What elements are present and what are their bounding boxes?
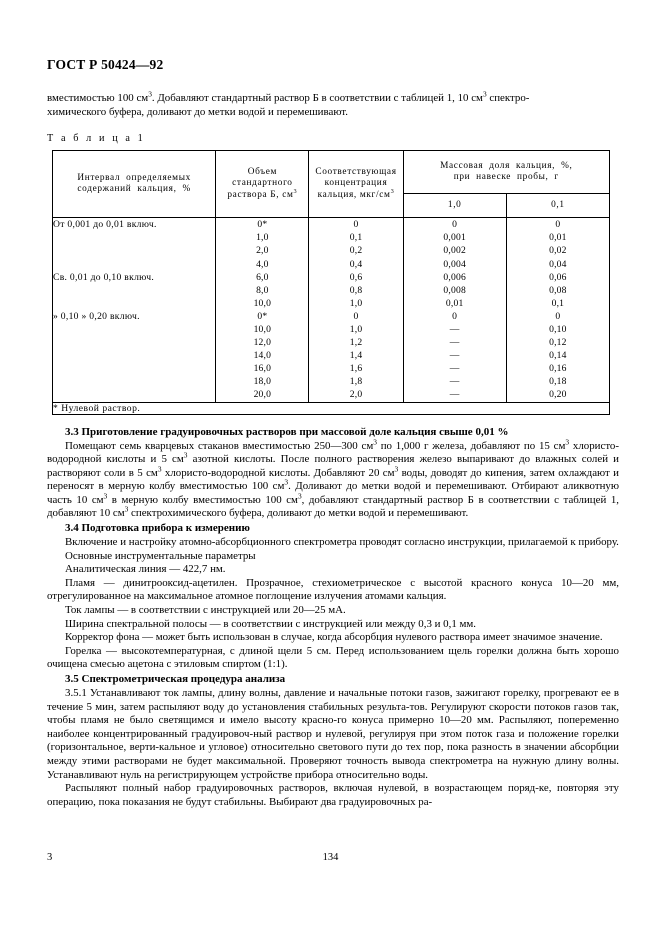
table-cell-concentration: 0 bbox=[309, 310, 403, 323]
table-cell-concentration: 0,4 bbox=[309, 257, 403, 270]
table-cell-range bbox=[53, 323, 216, 336]
table-cell-mass-0-1: 0 bbox=[506, 218, 609, 232]
table-row bbox=[53, 388, 610, 402]
table-cell-mass-0-1: 0,14 bbox=[506, 349, 609, 362]
table-foot bbox=[53, 402, 610, 414]
table-cell-mass-0-1: 0 bbox=[506, 310, 609, 323]
table-cell-mass-1-0: — bbox=[403, 388, 506, 402]
table-cell-volume: 12,0 bbox=[216, 336, 309, 349]
section-3-4-p4: Пламя — динитрооксид-ацетилен. Прозрачное, стехиометрическое с высотой красного конуса 10—20 мм, отрегулированное на максимальное атомное поглощение излучения атомами кальция. bbox=[47, 576, 619, 603]
table-cell-volume: 20,0 bbox=[216, 388, 309, 402]
table-header-sample-0-1: 0,1 bbox=[506, 194, 609, 218]
table-cell-volume: 2,0 bbox=[216, 244, 309, 257]
table-cell-volume: 1,0 bbox=[216, 231, 309, 244]
superscript-3: 3 bbox=[148, 89, 152, 99]
table-cell-mass-0-1: 0,04 bbox=[506, 257, 609, 270]
table-row bbox=[53, 218, 610, 232]
table-cell-range bbox=[53, 336, 216, 349]
table-row bbox=[53, 310, 610, 323]
section-heading-3-4: 3.4 Подготовка прибора к измерению bbox=[65, 522, 250, 535]
table-cell-volume: 16,0 bbox=[216, 362, 309, 375]
table-row bbox=[53, 271, 610, 284]
table-cell-mass-1-0: 0,01 bbox=[403, 297, 506, 310]
table-cell-mass-1-0: 0,006 bbox=[403, 271, 506, 284]
table-cell-mass-0-1: 0,08 bbox=[506, 284, 609, 297]
table-cell-range: » 0,10 » 0,20 включ. bbox=[53, 310, 216, 323]
intro-paragraph: вместимостью 100 $см^3$. Добавляют стандартный раствор Б в соответствии с таблицей 1, 10 $см^3$ спектро- химического буфера, доливают до метки водой и перемешивают. bbox=[47, 89, 530, 118]
table-cell-mass-1-0: 0 bbox=[403, 310, 506, 323]
table-cell-mass-0-1: 0,02 bbox=[506, 244, 609, 257]
section-3-4-p6: Ширина спектральной полосы — в соответствии с инструкцией или между 0,3 и 0,1 мм. bbox=[65, 617, 477, 630]
table-header-sample-1-0: 1,0 bbox=[403, 194, 506, 218]
table-cell-mass-0-1: 0,10 bbox=[506, 323, 609, 336]
table-footnote: * Нулевой раствор. bbox=[53, 402, 610, 414]
section-3-5-p2: Распыляют полный набор градуировочных растворов, включая нулевой, в возрастающем поряд-ке, повторяя эту операцию, пока показания не будут стабильны. Выбирают два градуировочных ра- bbox=[47, 782, 619, 808]
section-heading-3-5: 3.5 Спектрометрическая процедура анализа bbox=[65, 673, 286, 685]
table-cell-mass-1-0: — bbox=[403, 323, 506, 336]
section-heading-3-3: 3.3 Приготовление градуировочных растворов при массовой доле кальция свыше 0,01 % bbox=[65, 425, 509, 438]
table-cell-mass-0-1: 0,16 bbox=[506, 362, 609, 375]
table-body bbox=[53, 218, 610, 402]
table-cell-volume: 10,0 bbox=[216, 297, 309, 310]
table-cell-mass-0-1: 0,06 bbox=[506, 271, 609, 284]
table-cell-range bbox=[53, 388, 216, 402]
table-row bbox=[53, 336, 610, 349]
table-cell-volume: 10,0 bbox=[216, 323, 309, 336]
table-cell-mass-1-0: 0,001 bbox=[403, 231, 506, 244]
table-row bbox=[53, 257, 610, 270]
table-cell-concentration: 1,8 bbox=[309, 375, 403, 388]
table-cell-range bbox=[53, 244, 216, 257]
section-3-4-p5: Ток лампы — в соответствии с инструкцией или 20—25 мА. bbox=[65, 604, 346, 617]
superscript-3: 3 bbox=[482, 89, 487, 99]
table-cell-volume: 14,0 bbox=[216, 349, 309, 362]
table-cell-volume: 4,0 bbox=[216, 257, 309, 270]
section-3-3-body: Помещают семь кварцевых стаканов вместимостью 250—300 $см^3$ по 1,000 г железа, добавляют по 15 $см^3$ хлористо-водородной кислоты и 5 $см^3$ азотной кислоты. После полного растворения железо выпаривают до влажных солей и растворяют соли в 5 $см^3$ хлористо-водородной кислоты. Добавляют 20 $см^3$ воды, доводят до кипения, затем охлаждают и переносят в мерную колбу вместимостью 100 $см^3$. Доливают до метки водой и перемешивают. Отбирают аликвотную часть 10 $см^3$ в мерную колбу вместимостью 100 $см^3$, добавляют стандартный раствор Б в соответствии с таблицей 1, добавляют 10 $см^3$ спектрохимического буфера, доливают до метки водой и перемешивают. bbox=[47, 436, 620, 520]
footer-page-left: 3 bbox=[47, 852, 53, 863]
table-caption: Т а б л и ц а 1 bbox=[47, 133, 146, 145]
table-head bbox=[53, 151, 610, 218]
table-cell-mass-1-0: 0,002 bbox=[403, 244, 506, 257]
table-cell-concentration: 1,6 bbox=[309, 362, 403, 375]
table-cell-concentration: 1,0 bbox=[309, 323, 403, 336]
table-cell-concentration: 0,6 bbox=[309, 271, 403, 284]
table-cell-mass-0-1: 0,20 bbox=[506, 388, 609, 402]
table-header-row-main bbox=[53, 151, 610, 194]
table-cell-mass-1-0: 0,004 bbox=[403, 257, 506, 270]
table-cell-concentration: 1,4 bbox=[309, 349, 403, 362]
table-cell-mass-0-1: 0,01 bbox=[506, 231, 609, 244]
section-3-4-p8: Горелка — высокотемпературная, с длиной щели 5 см. Перед использованием щель горелки должна быть хорошо очищена смесью ацетона с этиловым спиртом (1:1). bbox=[47, 644, 619, 671]
document-content bbox=[47, 89, 620, 809]
table-footnote-row bbox=[53, 402, 610, 414]
table-cell-range bbox=[53, 257, 216, 270]
table-cell-concentration: 2,0 bbox=[309, 388, 403, 402]
standard-number-header: ГОСТ Р 50424—92 bbox=[47, 57, 164, 72]
footer-page-center: 134 bbox=[322, 852, 339, 863]
table-row bbox=[53, 297, 610, 310]
section-3-4-p3: Аналитическая линия — 422,7 нм. bbox=[65, 563, 226, 576]
table-cell-range: Св. 0,01 до 0,10 включ. bbox=[53, 271, 216, 284]
table-cell-mass-0-1: 0,1 bbox=[506, 297, 609, 310]
table-cell-mass-1-0: — bbox=[403, 336, 506, 349]
table-cell-mass-1-0: 0 bbox=[403, 218, 506, 232]
table-cell-concentration: 0,2 bbox=[309, 244, 403, 257]
table-cell-volume: 8,0 bbox=[216, 284, 309, 297]
section-3-4-p2: Основные инструментальные параметры bbox=[65, 549, 256, 562]
table-header-mass-fraction-group: Массовая доля кальция, %, при навеске пробы, г bbox=[403, 151, 609, 194]
table-row bbox=[53, 284, 610, 297]
table-cell-range bbox=[53, 284, 216, 297]
table-row bbox=[53, 244, 610, 257]
table-cell-concentration: 0,8 bbox=[309, 284, 403, 297]
table-row bbox=[53, 362, 610, 375]
table-cell-mass-0-1: 0,18 bbox=[506, 375, 609, 388]
table-row bbox=[53, 323, 610, 336]
table-cell-mass-1-0: 0,008 bbox=[403, 284, 506, 297]
section-3-4-p1: Включение и настройку атомно-абсорбционного спектрометра проводят согласно инструкции, прилагаемой к прибору. bbox=[65, 536, 619, 549]
table-cell-volume: 0* bbox=[216, 218, 309, 232]
table-cell-mass-1-0: — bbox=[403, 375, 506, 388]
table-cell-range bbox=[53, 362, 216, 375]
table-cell-range bbox=[53, 375, 216, 388]
table-cell-volume: 18,0 bbox=[216, 375, 309, 388]
table-row bbox=[53, 349, 610, 362]
table-cell-concentration: 0 bbox=[309, 218, 403, 232]
table-cell-range bbox=[53, 349, 216, 362]
table-cell-range bbox=[53, 297, 216, 310]
table-cell-mass-1-0: — bbox=[403, 362, 506, 375]
section-3-5-p1: 3.5.1 Устанавливают ток лампы, длину волны, давление и начальные потоки газов, зажигают горелку, прогревают ее в течение 5 мин, затем распыляют воду до установления стабильных результа-тов. Регулируют скорости потоков газов так, чтобы пламя не было светящимся и имело высоту красно-го конуса примерно 10—20 мм. Распыляют, попеременно наиболее концентрированный градуировоч-ный раствор и нулевой, регулируя при этом поток газа и положение горелки (горизонтальное, верти-кальное и угловое) относительно светового пути до тех пор, пока разность в значении абсорбции между этими растворами не будет максимальной. Проверяют точность вывода спектрометра на нужную длину волны. Устанавливают нуль на регистрирующем устройстве прибора относительно воды. bbox=[47, 687, 619, 781]
table-cell-concentration: 1,2 bbox=[309, 336, 403, 349]
calibration-table bbox=[52, 150, 610, 414]
table-header-volume: Объем стандартного раствора Б, $см^3$ bbox=[216, 151, 309, 218]
table-cell-mass-0-1: 0,12 bbox=[506, 336, 609, 349]
table-row bbox=[53, 375, 610, 388]
table-cell-range bbox=[53, 231, 216, 244]
table-header-concentration: Соответствующая концентрация кальция, мкг/$см^3$ bbox=[309, 151, 403, 218]
table-cell-range: От 0,001 до 0,01 включ. bbox=[53, 218, 216, 232]
table-cell-concentration: 1,0 bbox=[309, 297, 403, 310]
table-header-range: Интервал определяемых содержаний кальция, % bbox=[53, 151, 216, 218]
table-cell-mass-1-0: — bbox=[403, 349, 506, 362]
table-cell-volume: 6,0 bbox=[216, 271, 309, 284]
section-3-4-p7: Корректор фона — может быть использован в случае, когда абсорбция нулевого раствора имеет значимое значение. bbox=[65, 631, 603, 644]
table-cell-concentration: 0,1 bbox=[309, 231, 403, 244]
table-cell-volume: 0* bbox=[216, 310, 309, 323]
table-row bbox=[53, 231, 610, 244]
